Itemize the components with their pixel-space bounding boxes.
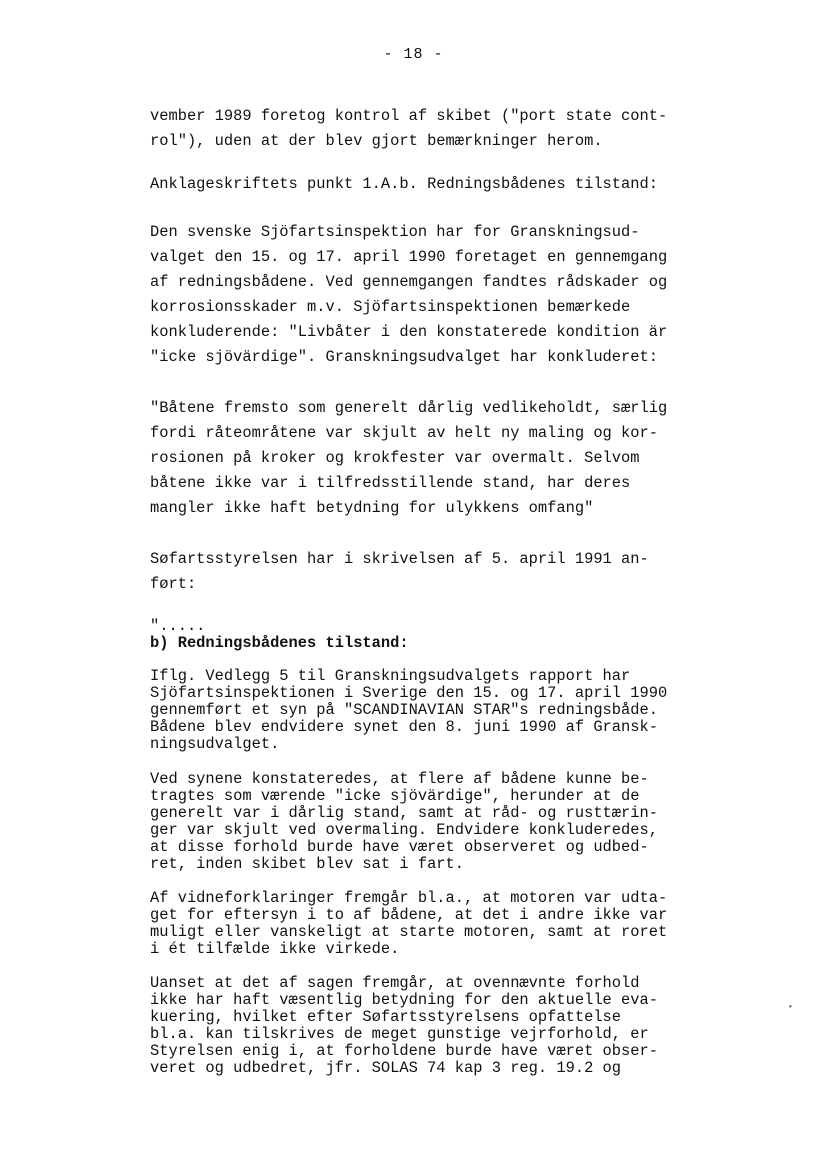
quote-opening-ellipsis: "..... (150, 617, 206, 635)
quote-paragraph-witness-statements: Af vidneforklaringer fremgår bl.a., at motoren var udta- get for eftersyn i to af bådene, at det i andre ikke var muligt eller vanskeligt at starte motoren, samt at roret i ét tilfælde ikke virkede. (150, 889, 668, 958)
scan-speck: • (788, 1003, 793, 1012)
body-paragraph-port-state-control: vember 1989 foretog kontrol af skibet ("port state cont- rol"), uden at der blev gjort bemærkninger herom. (150, 107, 668, 150)
body-paragraph-maritime-authority: Søfartsstyrelsen har i skrivelsen af 5. april 1991 an- ført: (150, 550, 649, 593)
quote-paragraph-findings: Ved synene konstateredes, at flere af bådene kunne be- tragtes som værende "icke sjövärdige", herunder at de generelt var i dårlig stand, samt at råd- og rusttærin- ger var skjult ved overmaling. Endvidere konkluderedes, at disse forhold burde have været observeret og udbed- ret, inden skibet blev sat i fart. (150, 770, 658, 873)
body-paragraph-swedish-inspection: Den svenske Sjöfartsinspektion har for Granskningsud- valget den 15. og 17. april 1990 foretaget en gennemgang af redningsbådene. Ved gennemgangen fandtes rådskader og korrosionsskader m.v. Sjöfartsinspektionen bemærkede konkluderende: "Livbåter i den konstaterede kondition är "icke sjövärdige". Granskningsudvalget har konkluderet: (150, 223, 668, 366)
quote-paragraph-inspection: Iflg. Vedlegg 5 til Granskningsudvalgets rapport har Sjöfartsinspektionen i Sverige den 15. og 17. april 1990 gennemført et syn på "SCANDINAVIAN STAR"s redningsbåde. Bådene blev endvidere synet den 8. juni 1990 af Gransk- ningsudvalget. (150, 667, 668, 753)
quoted-conclusion-paragraph: "Båtene fremsto som generelt dårlig vedlikeholdt, særlig fordi råteområtene var skjult av helt ny maling og kor- rosionen på kroker og krokfester var overmalt. Selvom båtene ikke var i tilfredsstillende stand, har deres mangler ikke haft betydning for ulykkens omfang" (150, 399, 668, 517)
quote-subheading-lifeboats: b) Redningsbådenes tilstand: (150, 634, 409, 652)
quote-paragraph-conclusion: Uanset at det af sagen fremgår, at ovennævnte forhold ikke har haft væsentlig betydning for den aktuelle eva- kuering, hvilket efter Søfartsstyrelsens opfattelse bl.a. kan tilskrives de meget gunstige vejrforhold, er Styrelsen enig i, at forholdene burde have været obser- veret og udbedret, jfr. SOLAS 74 kap 3 reg. 19.2 og (150, 974, 658, 1077)
page-number: - 18 - (383, 46, 444, 63)
section-heading-indictment-point: Anklageskriftets punkt 1.A.b. Redningsbådenes tilstand: (150, 175, 658, 193)
